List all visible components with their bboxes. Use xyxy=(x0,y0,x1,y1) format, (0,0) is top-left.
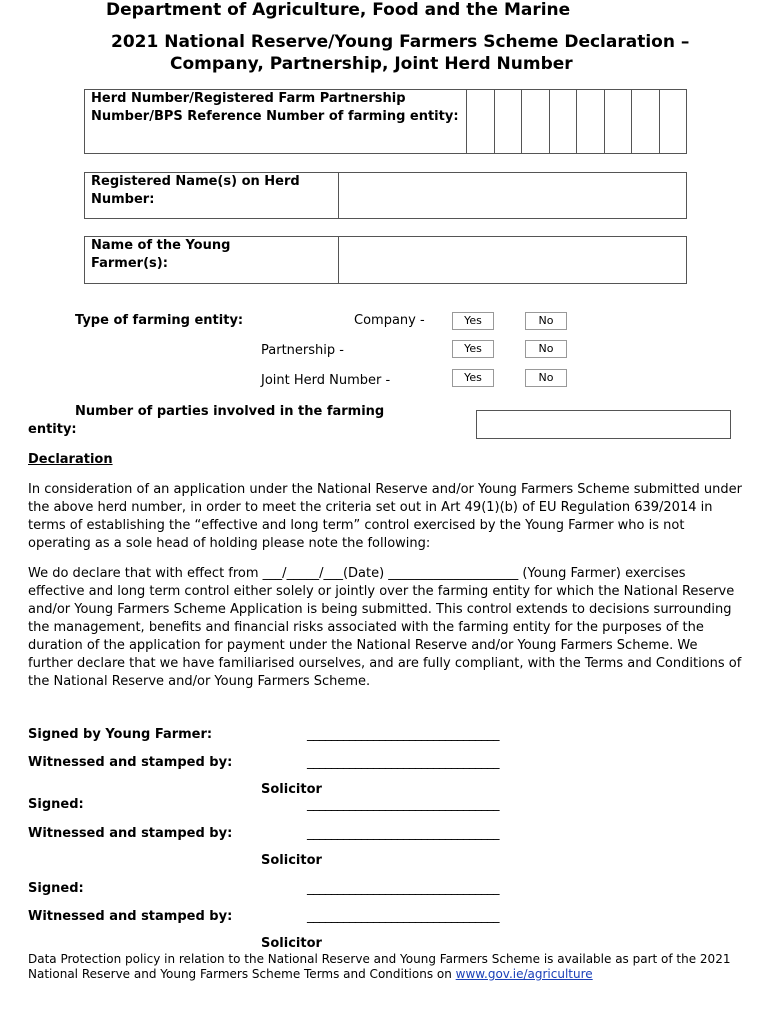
partnership-yes-checkbox[interactable]: Yes xyxy=(452,340,494,358)
solicitor-label: Solicitor xyxy=(261,936,322,951)
solicitor-label: Solicitor xyxy=(261,782,322,797)
signature-line[interactable]: ________________________________ xyxy=(307,727,499,742)
witnessed-label: Witnessed and stamped by: xyxy=(28,909,233,924)
herd-number-cell[interactable] xyxy=(631,90,632,153)
herd-number-cell[interactable] xyxy=(659,90,660,153)
parties-label-line1: Number of parties involved in the farming xyxy=(75,404,385,419)
signature-line[interactable]: ________________________________ xyxy=(307,797,499,812)
parties-input[interactable] xyxy=(476,410,731,439)
herd-number-label: Herd Number/Registered Farm Partnership Number/BPS Reference Number of farming entity: xyxy=(91,91,459,124)
signed-young-farmer-label: Signed by Young Farmer: xyxy=(28,727,213,742)
joint-herd-yes-checkbox[interactable]: Yes xyxy=(452,369,494,387)
solicitor-label: Solicitor xyxy=(261,853,322,868)
herd-number-cell[interactable] xyxy=(549,90,550,153)
herd-number-cell[interactable] xyxy=(521,90,522,153)
herd-number-box xyxy=(84,89,687,154)
company-yes-checkbox[interactable]: Yes xyxy=(452,312,494,330)
declaration-heading: Declaration xyxy=(28,452,113,467)
footer-text: Data Protection policy in relation to the National Reserve and Young Farmers Scheme is available as part of the 2021 National Reserve and Young Farmers Scheme Terms and Conditions on xyxy=(28,952,731,981)
declaration-paragraph-1: In consideration of an application under the National Reserve and/or Young Farmers Scheme submitted under the above herd number, in order to meet the criteria set out in Art 49(1)(b) of EU Regulation 639/2014 in terms of establishing the “effective and long term” control exercised by the Young Farmer who is not operating as a sole head of holding please note the following: xyxy=(28,482,742,551)
signature-line[interactable]: ________________________________ xyxy=(307,826,499,841)
herd-number-cell[interactable] xyxy=(604,90,605,153)
young-farmer-name-box xyxy=(84,236,687,284)
signature-line[interactable]: ________________________________ xyxy=(307,909,499,924)
joint-herd-no-checkbox[interactable]: No xyxy=(525,369,567,387)
young-farmer-name-field[interactable] xyxy=(339,237,686,283)
company-no-checkbox[interactable]: No xyxy=(525,312,567,330)
partnership-no-checkbox[interactable]: No xyxy=(525,340,567,358)
department-name: Department of Agriculture, Food and the Marine xyxy=(106,0,571,20)
entity-type-label: Type of farming entity: xyxy=(75,313,244,328)
registered-names-field[interactable] xyxy=(339,173,686,218)
form-title-line2: Company, Partnership, Joint Herd Number xyxy=(170,54,573,74)
joint-herd-label: Joint Herd Number - xyxy=(261,373,391,388)
registered-names-box xyxy=(84,172,687,219)
form-title-line1: 2021 National Reserve/Young Farmers Scheme Declaration – xyxy=(111,32,690,52)
herd-number-cell[interactable] xyxy=(466,90,467,153)
herd-number-cell[interactable] xyxy=(494,90,495,153)
partnership-label: Partnership - xyxy=(261,343,344,358)
parties-label-line2: entity: xyxy=(28,422,77,437)
signature-line[interactable]: ________________________________ xyxy=(307,755,499,770)
registered-names-label: Registered Name(s) on Herd Number: xyxy=(91,174,300,207)
data-protection-footer xyxy=(28,952,748,982)
company-label: Company - xyxy=(354,313,425,328)
herd-number-cell[interactable] xyxy=(576,90,577,153)
signed-label: Signed: xyxy=(28,881,84,896)
signed-label: Signed: xyxy=(28,797,84,812)
declaration-paragraph-2: We do declare that with effect from ___/_____/___(Date) ____________________ (Young Farmer) exercises effective and long term control either solely or jointly over the farming entity for which the National Reserve and/or Young Farmers Scheme Application is being submitted. This control extends to decisions surrounding the management, benefits and financial risks associated with the farming entity for the purposes of the duration of the application for payment under the National Reserve and/or Young Farmers Scheme. We further declare that we have familiarised ourselves, and are fully compliant, with the Terms and Conditions of the National Reserve and/or Young Farmers Scheme. xyxy=(28,566,742,689)
witnessed-label: Witnessed and stamped by: xyxy=(28,826,233,841)
signature-line[interactable]: ________________________________ xyxy=(307,881,499,896)
agriculture-link[interactable]: www.gov.ie/agriculture xyxy=(455,967,593,981)
witnessed-label: Witnessed and stamped by: xyxy=(28,755,233,770)
young-farmer-name-label: Name of the Young Farmer(s): xyxy=(91,238,231,271)
